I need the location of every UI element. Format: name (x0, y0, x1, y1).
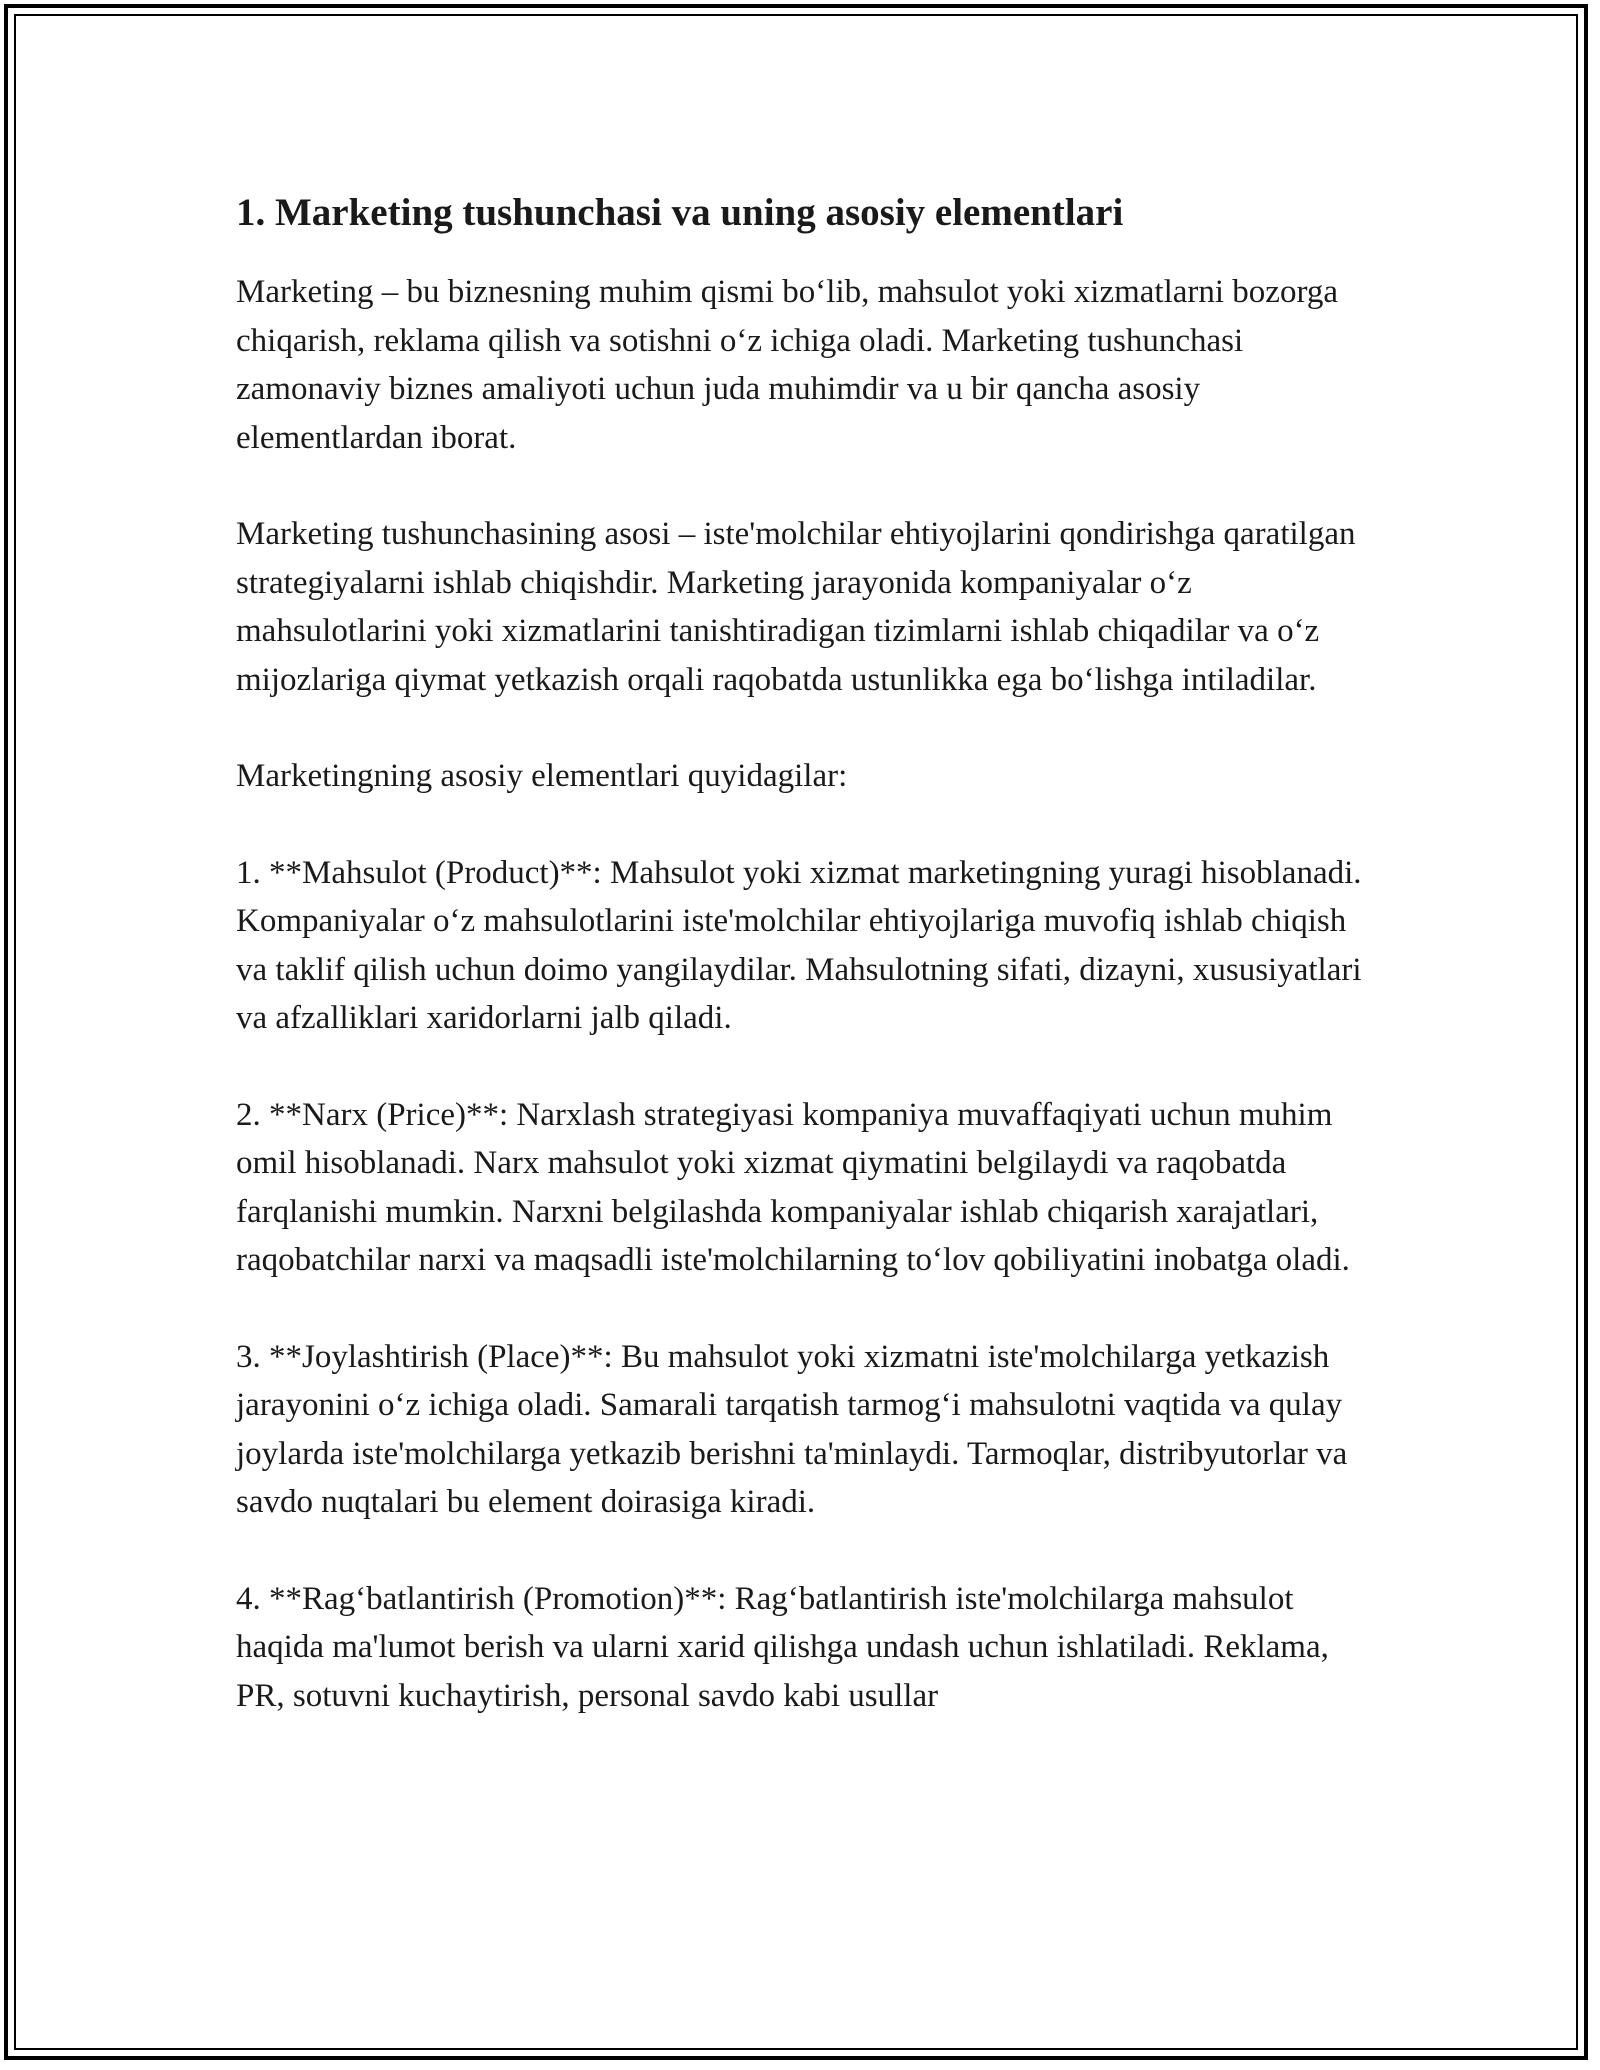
paragraph-concept-basis: Marketing tushunchasining asosi – iste'molchilar ehtiyojlarini qondirishga qaratilgan strategiyalarni ishlab chiqishdir. Marketing jarayonida kompaniyalar o‘z mahsulotlarini yoki xizmatlarini tanishtiradigan tizimlarni ishlab chiqadilar va o‘z mijozlariga qiymat yetkazish orqali raqobatda ustunlikka ega bo‘lishga intiladilar. (236, 516, 1356, 698)
paragraph-promotion: 4. **Rag‘batlantirish (Promotion)**: Rag‘batlantirish iste'molchilarga mahsulot haqida ma'lumot berish va ularni xarid qilishga undash uchun ishlatiladi. Reklama, PR, sotuvni kuchaytirish, personal savdo kabi usullar (236, 1580, 1329, 1714)
paragraph-elements-lead: Marketingning asosiy elementlari quyidagilar: (236, 758, 848, 794)
paragraph-product: 1. **Mahsulot (Product)**: Mahsulot yoki xizmat marketingning yuragi hisoblanadi. Kompaniyalar o‘z mahsulotlarini iste'molchilar ehtiyojlariga muvofiq ishlab chiqish va taklif qilish uchun doimo yangilaydilar. Mahsulotning sifati, dizayni, xususiyatlari va afzalliklari xaridorlarni jalb qiladi. (236, 854, 1362, 1036)
paragraph-price: 2. **Narx (Price)**: Narxlash strategiyasi kompaniya muvaffaqiyati uchun muhim omil hisoblanadi. Narx mahsulot yoki xizmat qiymatini belgilaydi va raqobatda farqlanishi mumkin. Narxni belgilashda kompaniyalar ishlab chiqarish xarajatlari, raqobatchilar narxi va maqsadli iste'molchilarning to‘lov qobiliyatini inobatga oladi. (236, 1096, 1350, 1278)
section-title: 1. Marketing tushunchasi va uning asosiy elementlari (236, 191, 1124, 234)
document-page (236, 182, 1376, 1720)
paragraph-intro: Marketing – bu biznesning muhim qismi bo‘lib, mahsulot yoki xizmatlarni bozorga chiqarish, reklama qilish va sotishni o‘z ichiga oladi. Marketing tushunchasi zamonaviy biznes amaliyoti uchun juda muhimdir va u bir qancha asosiy elementlardan iborat. (236, 274, 1338, 456)
paragraph-place: 3. **Joylashtirish (Place)**: Bu mahsulot yoki xizmatni iste'molchilarga yetkazish jarayonini o‘z ichiga oladi. Samarali tarqatish tarmog‘i mahsulotni vaqtida va qulay joylarda iste'molchilarga yetkazib berishni ta'minlaydi. Tarmoqlar, distribyutorlar va savdo nuqtalari bu element doirasiga kiradi. (236, 1338, 1348, 1520)
